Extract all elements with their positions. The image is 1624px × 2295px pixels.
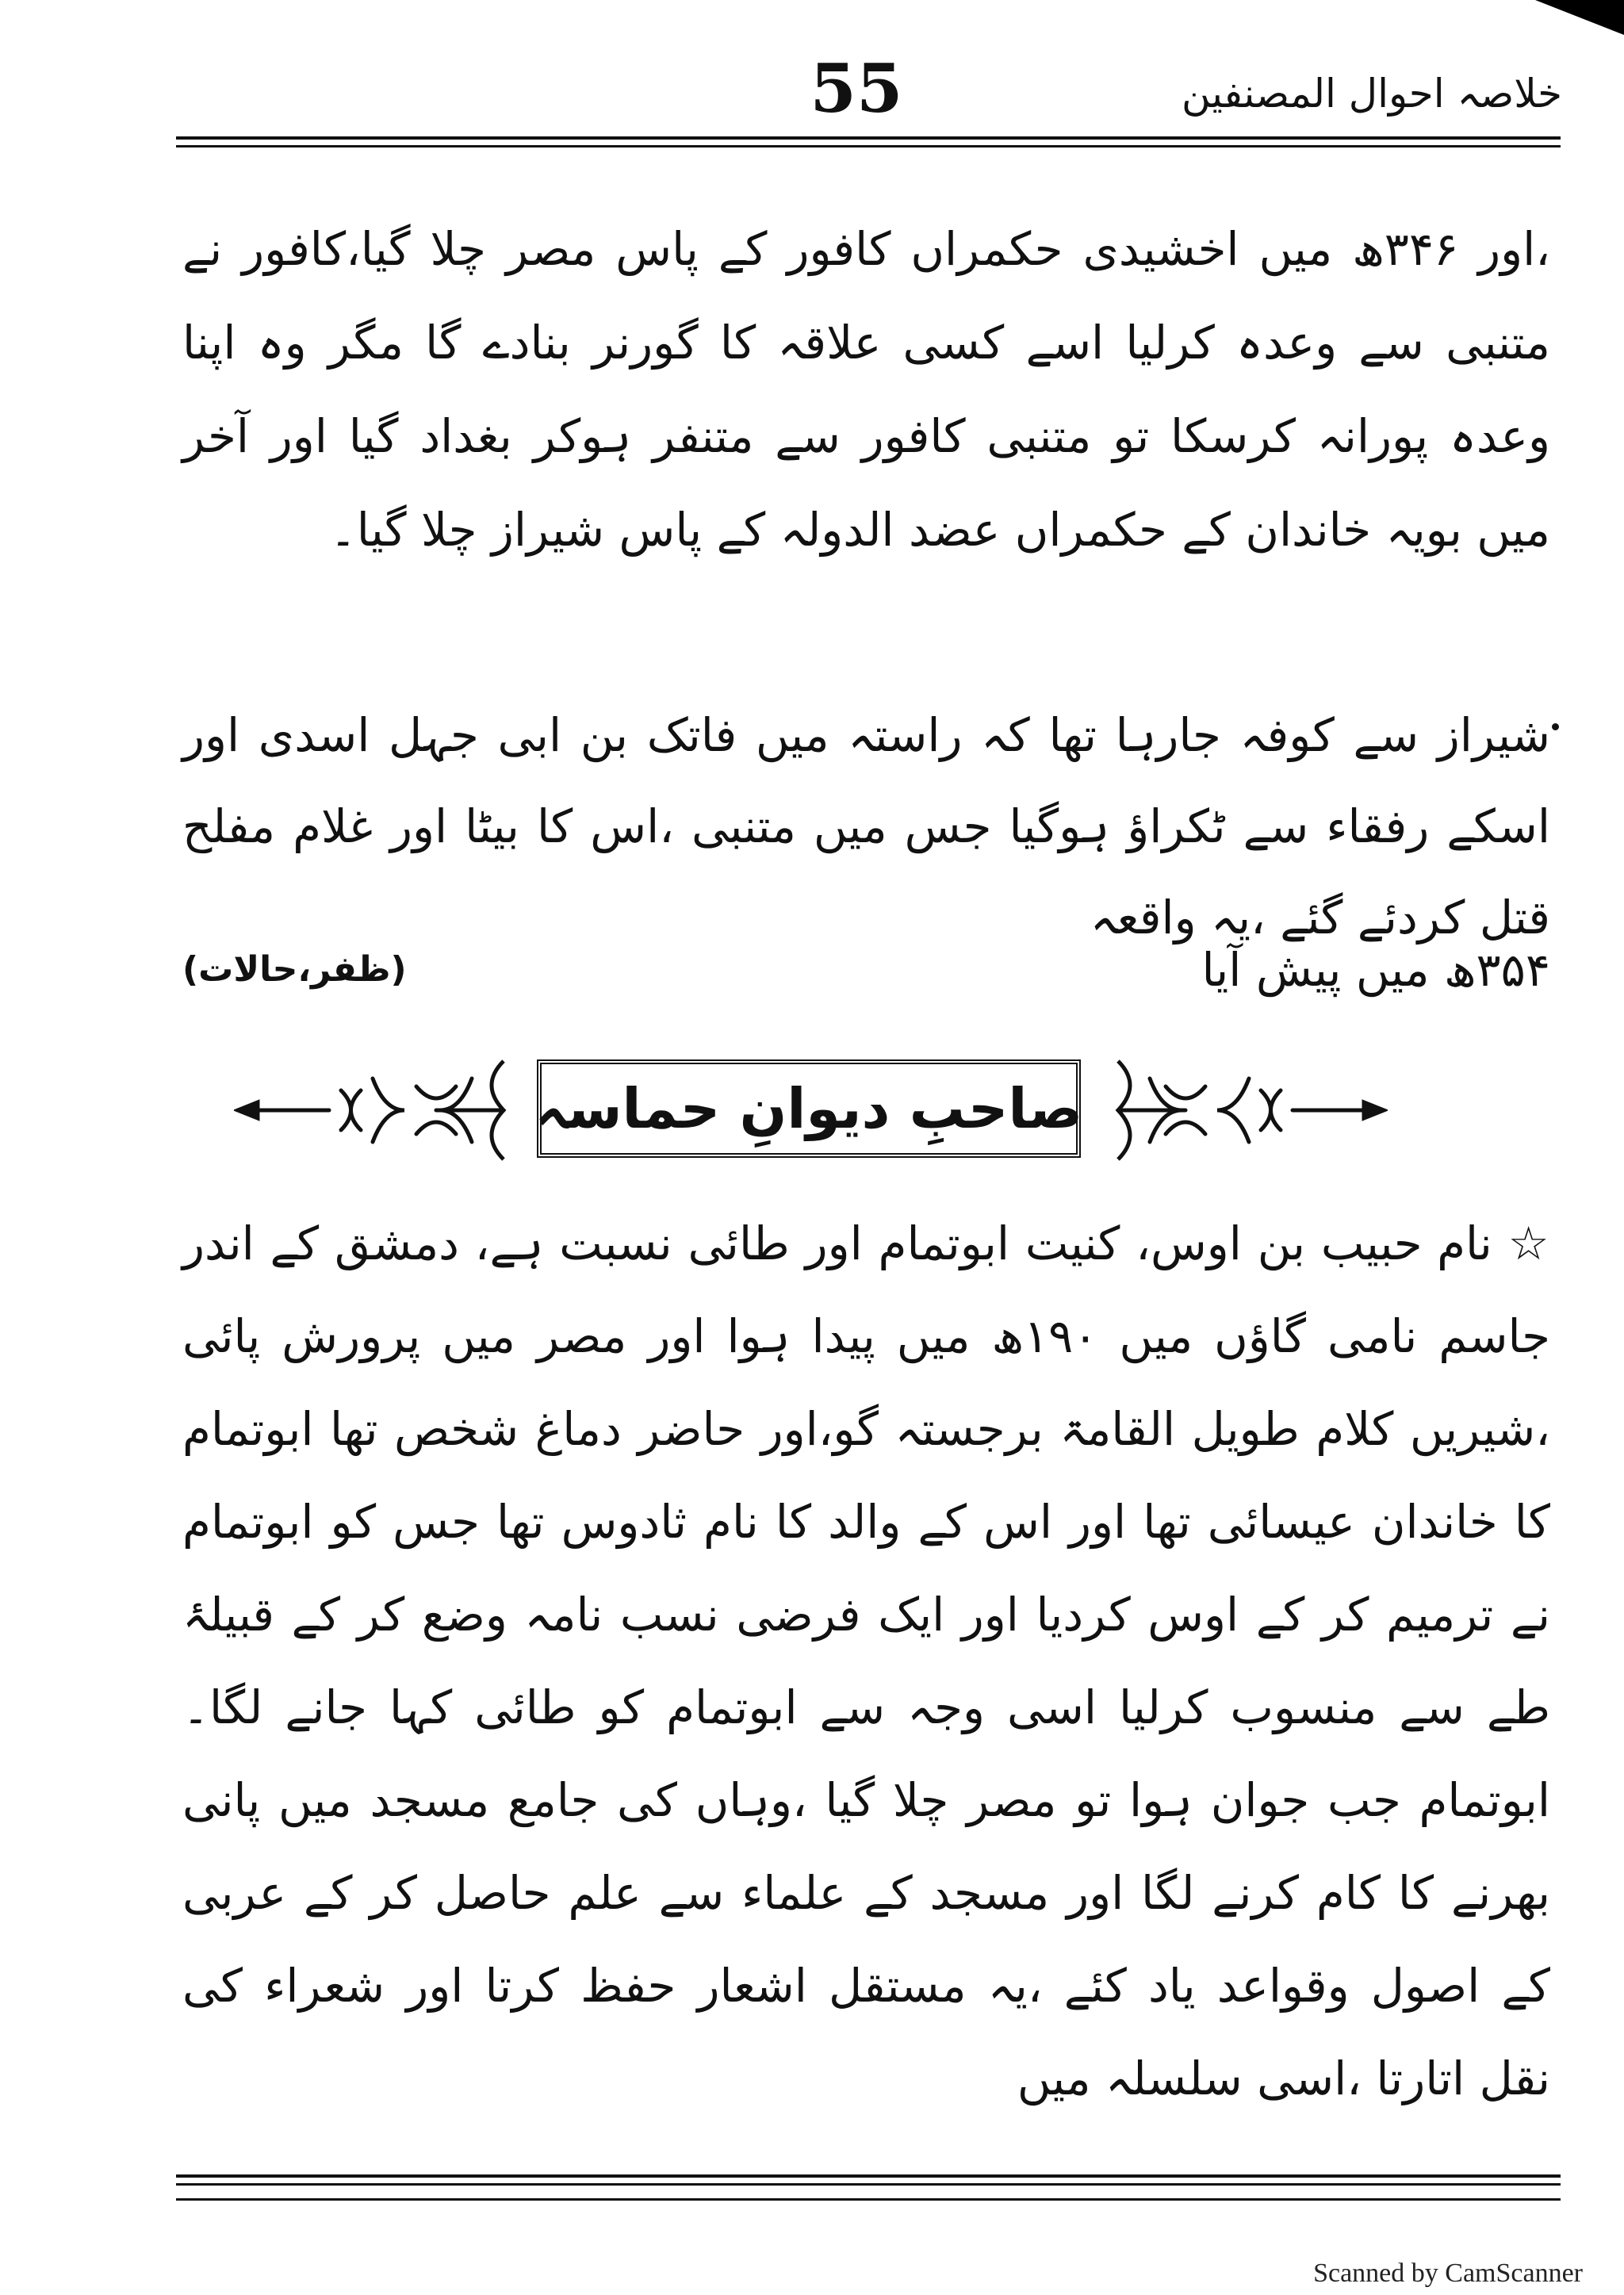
heading-frame bbox=[504, 1053, 1114, 1164]
paragraph-abu-tammam bbox=[182, 1197, 1550, 2125]
source-citation: (ظفر،حالات) bbox=[182, 949, 407, 990]
footer-rule bbox=[176, 2174, 1561, 2178]
section-heading-banner bbox=[234, 1047, 1388, 1174]
section-heading: صاحبِ دیوانِ حماسہ bbox=[534, 1076, 1083, 1141]
paragraph-mutanabbi-kafur: ،اور ۳۴۶ھ میں اخشیدی حکمراں کافور کے پاس مصر چلا گیا،کافور نے متنبی سے وعدہ کرلیا اسے کسی علاقہ کا گورنر بنادے گا مگر وہ اپنا وعدہ پورانہ کرسکا تو متنبی کافور سے متنفر ہوکر بغداد گیا اور آخر میں بویہ خاندان کے حکمراں عضد الدولہ کے پاس شیراز چلا گیا۔ bbox=[182, 222, 1550, 557]
scan-corner-mark bbox=[1513, 0, 1624, 35]
abu-tammam-text: نام حبیب بن اوس، کنیت ابوتمام اور طائی نسبت ہے، دمشق کے اندر جاسم نامی گاؤں میں ۱۹۰ھ میں پیدا ہوا اور مصر میں پرورش پائی ،شیریں کلام طویل القامۃ برجستہ گو،اور حاضر دماغ شخص تھا ابوتمام کا خاندان عیسائی تھا اور اس کے والد کا نام ثادوس تھا جس کو ابوتمام نے ترمیم کر کے اوس کردیا اور ایک فرضی نسب نامہ وضع کر کے قبیلۂ طے سے منسوب کرلیا اسی وجہ سے ابوتمام کو طائی کہا جانے لگا۔ابوتمام جب جوان ہوا تو مصر چلا گیا ،وہاں کی جامع مسجد میں پانی بھرنے کا کام کرنے لگا اور مسجد کے علماء سے علم حاصل کر کے عربی کے اصول وقواعد یاد کئے ،یہ مستقل اشعار حفظ کرتا اور شعراء کی نقل اتارتا ،اسی سلسلہ میں bbox=[182, 1216, 1550, 2105]
header-rule bbox=[176, 136, 1561, 140]
paragraph-date-line bbox=[182, 934, 1550, 1006]
page-header bbox=[174, 48, 1562, 135]
date-line-text: ۳۵۴ھ میں پیش آیا bbox=[1201, 943, 1550, 997]
running-title: خلاصہ احوال المصنفین bbox=[1181, 71, 1562, 117]
scanner-watermark: Scanned by CamScanner bbox=[1313, 2259, 1583, 2288]
footer-rule-lower bbox=[176, 2198, 1561, 2201]
page-number: 55 bbox=[810, 49, 903, 128]
star-icon: ☆ bbox=[1507, 1216, 1551, 1270]
paragraph-mutanabbi-death: شیراز سے کوفہ جارہا تھا کہ راستہ میں فاتک بن ابی جہل اسدی اور اسکے رفقاء سے ٹکراؤ ہوگیا جس میں متنبی ،اس کا بیٹا اور غلام مفلح قتل کردئے گئے ،یہ واقعہ bbox=[182, 708, 1550, 944]
margin-dot bbox=[1552, 723, 1559, 730]
